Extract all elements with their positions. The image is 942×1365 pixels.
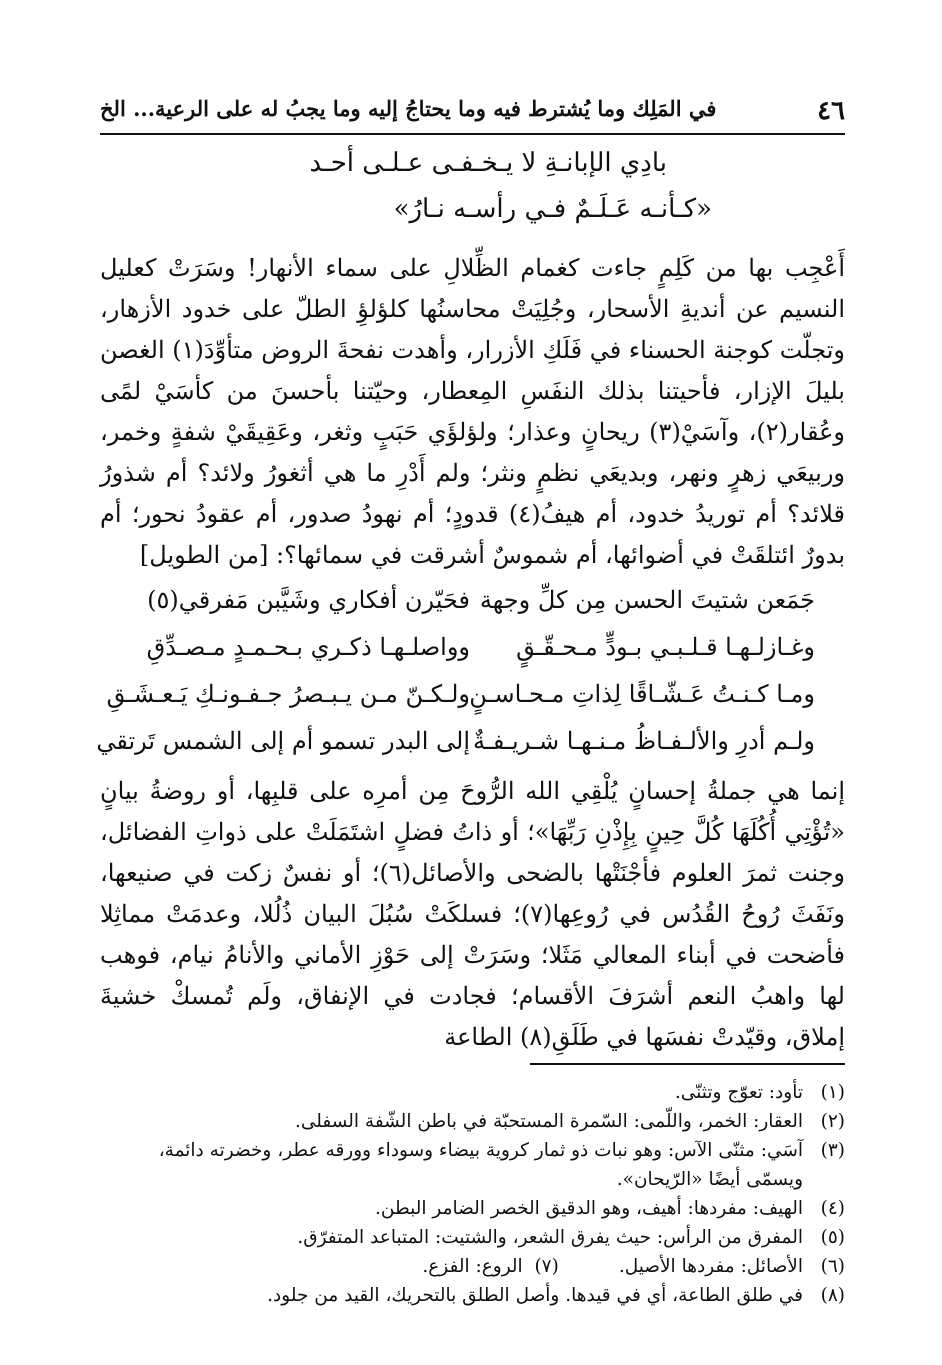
paragraph-1: أَعْجِب بها من كَلِمٍ جاءت كغمام الظِّلالِ على سماء الأنهار! وسَرَتْ كعليل النسيم عن أنديةِ الأسحار، وجُلِيَتْ محاسنُها كلؤلؤِ الطلّ على خدود الأزهار، وتجلّت كوجنة الحسناء في فَلَكِ الأزرار، وأهدت نفحةَ الروض متأوِّدَ(١) الغصن بليلَ الإزار، فأحيتنا بذلك النفَسِ المِعطار، وحيّتنا بأحسنَ من كأسَيْ لمًى وعُقار(٢)، وآسَيْ(٣) ريحانٍ وعذار؛ ولؤلؤَي حَبَبٍ وثغر، وعَقِيقَيْ شفةٍ وخمر، وربيعَي زهرٍ ونهر، وبديعَي نظمٍ ونثر؛ ولم أَدْرِ ما هي أثغورُ ولائد؟ أم شذورُ قلائد؟ أم توريدُ خدود، أم هيفُ(٤) قدودٍ؛ أم نهودُ صدور، أم عقودُ نحور؛ أم بدورٌ ائتلقَتْ في أضوائها، أم شموسٌ أشرقت في سمائها؟: [من الطويل]	[100, 254, 845, 569]
poem-line	[96, 727, 845, 774]
footnote-number: (٥)	[820, 1227, 845, 1248]
footnote-number: (٣)	[820, 1140, 845, 1161]
hemistich-second: ولـكـنّ مـن يـبـصرُ جـفـونـكِ يَـعـشَـقِ	[106, 680, 470, 708]
footnote-number: (٧)	[534, 1256, 559, 1277]
footnote-text: الهيف: مفردها: أهيف، وهو الدقيق الخصر الضامر البطن.	[374, 1198, 803, 1219]
hemistich-second: فحَيّرن أفكاري وشَيَّبن مَفرقي(٥)	[147, 586, 470, 614]
footnote-number: (٤)	[820, 1198, 845, 1219]
footnote-5	[100, 1223, 845, 1252]
hemistich-first: وغـازلـهـا قـلـبـي بـودٍّ مـحـقّـقٍ	[516, 633, 815, 661]
verse-line-1: بادِي الإبانـةِ لا يـخـفـى عـلـى أحـد	[309, 148, 667, 178]
footnote-number: (١)	[820, 1082, 845, 1103]
footnote-number: (٦)	[820, 1256, 845, 1277]
footnote-text: آسَي: مثنّى الآس: وهو نبات ذو ثمار كروية بيضاء وسوداء وورقه عطر، وخضرته دائمة،	[158, 1140, 803, 1161]
footnote-3-continued: ويسمّى أيضًا «الرّيحان».	[616, 1169, 803, 1190]
footnote-8	[100, 1281, 845, 1310]
footnote-text: العقار: الخمر، واللّمى: السّمرة المستحبّة في باطن الشّفة السفلى.	[294, 1111, 803, 1132]
footnote-1	[100, 1078, 845, 1107]
footnote-text: في طلق الطاعة، أي في قيدها. وأصل الطلق بالتحريك، القيد من جلود.	[267, 1285, 803, 1306]
footnotes	[100, 1078, 845, 1310]
footnote-text: المفرق من الرأس: حيث يفرق الشعر، والشتيت: المتباعد المتفرّق.	[297, 1227, 803, 1248]
page-number: ٤٦	[817, 96, 845, 126]
hemistich-first: ولـم أدرِ والألـفـاظُ مـنـهـا شـريـفـةٌ	[472, 727, 815, 755]
hemistich-first: جَمَعن شتيتَ الحسن مِن كلِّ وجهة	[479, 586, 815, 614]
verse-line-2: «كـأنـه عَـلَـمٌ فـي رأسـه نـارُ»	[393, 194, 712, 224]
hemistich-second: وواصلـهـا ذكـري بـحـمـدٍ مـصـدِّقِ	[146, 633, 470, 661]
poem-line	[100, 680, 845, 727]
footnote-text: الأصائل: مفردها الأصيل.	[618, 1256, 803, 1277]
header-rule	[100, 133, 845, 135]
footnote-text: الروع: الفزع.	[422, 1256, 523, 1277]
chapter-title: في المَلِك وما يُشترط فيه وما يحتاجُ إليه وما يجبُ له على الرعية... الخ	[100, 96, 717, 121]
hemistich-second: إلى البدر تسمو أم إلى الشمس تَرتقي	[96, 727, 470, 755]
poem	[96, 586, 845, 774]
paragraph-2: إنما هي جملةُ إحسانٍ يُلْقِي الله الرُّوحَ مِن أمرِه على قلبِها، أو روضةُ بيانٍ «تُؤْتِي أُكُلَهَا كُلَّ حِينٍ بِإِذْنِ رَبِّهَا»؛ أو ذاتُ فضلٍ اشتَمَلَتْ على ذواتِ الفضائل، وجنت ثمرَ العلوم فأجْنَتْها بالضحى والأصائل(٦)؛ أو نفسٌ زكت في صنيعها، ونَفَثَ رُوحُ القُدُس في رُوعِها(٧)؛ فسلكَتْ سُبُلَ البيان ذُلُلا، وعدمَتْ مماثِلا فأضحت في أبناء المعالي مَثَلا؛ وسَرَتْ إلى حَوْزِ الأماني والأنامُ نيام، فوهب لها واهبُ النعم أشرَفَ الأقسام؛ فجادت في الإنفاق، ولَم تُمسكْ خشيةَ إملاق، وقيّدتْ نفسَها في طَلَقِ(٨) الطاعة	[100, 777, 846, 1051]
footnote-rule	[530, 1063, 845, 1065]
footnote-4	[100, 1194, 845, 1223]
footnote-3	[100, 1136, 845, 1165]
footnote-number: (٢)	[820, 1111, 845, 1132]
poem-line	[100, 586, 845, 633]
footnote-number: (٨)	[820, 1285, 845, 1306]
footnote-6-7	[100, 1252, 845, 1281]
running-header	[100, 90, 845, 130]
poem-line	[100, 633, 845, 680]
footnote-2	[100, 1107, 845, 1136]
footnote-text: تأود: تعوّج وتثنّى.	[674, 1082, 803, 1103]
hemistich-first: ومـا كـنـتُ عَـشّـاقًا لِذاتِ مـحـاسـنٍ	[469, 680, 815, 708]
